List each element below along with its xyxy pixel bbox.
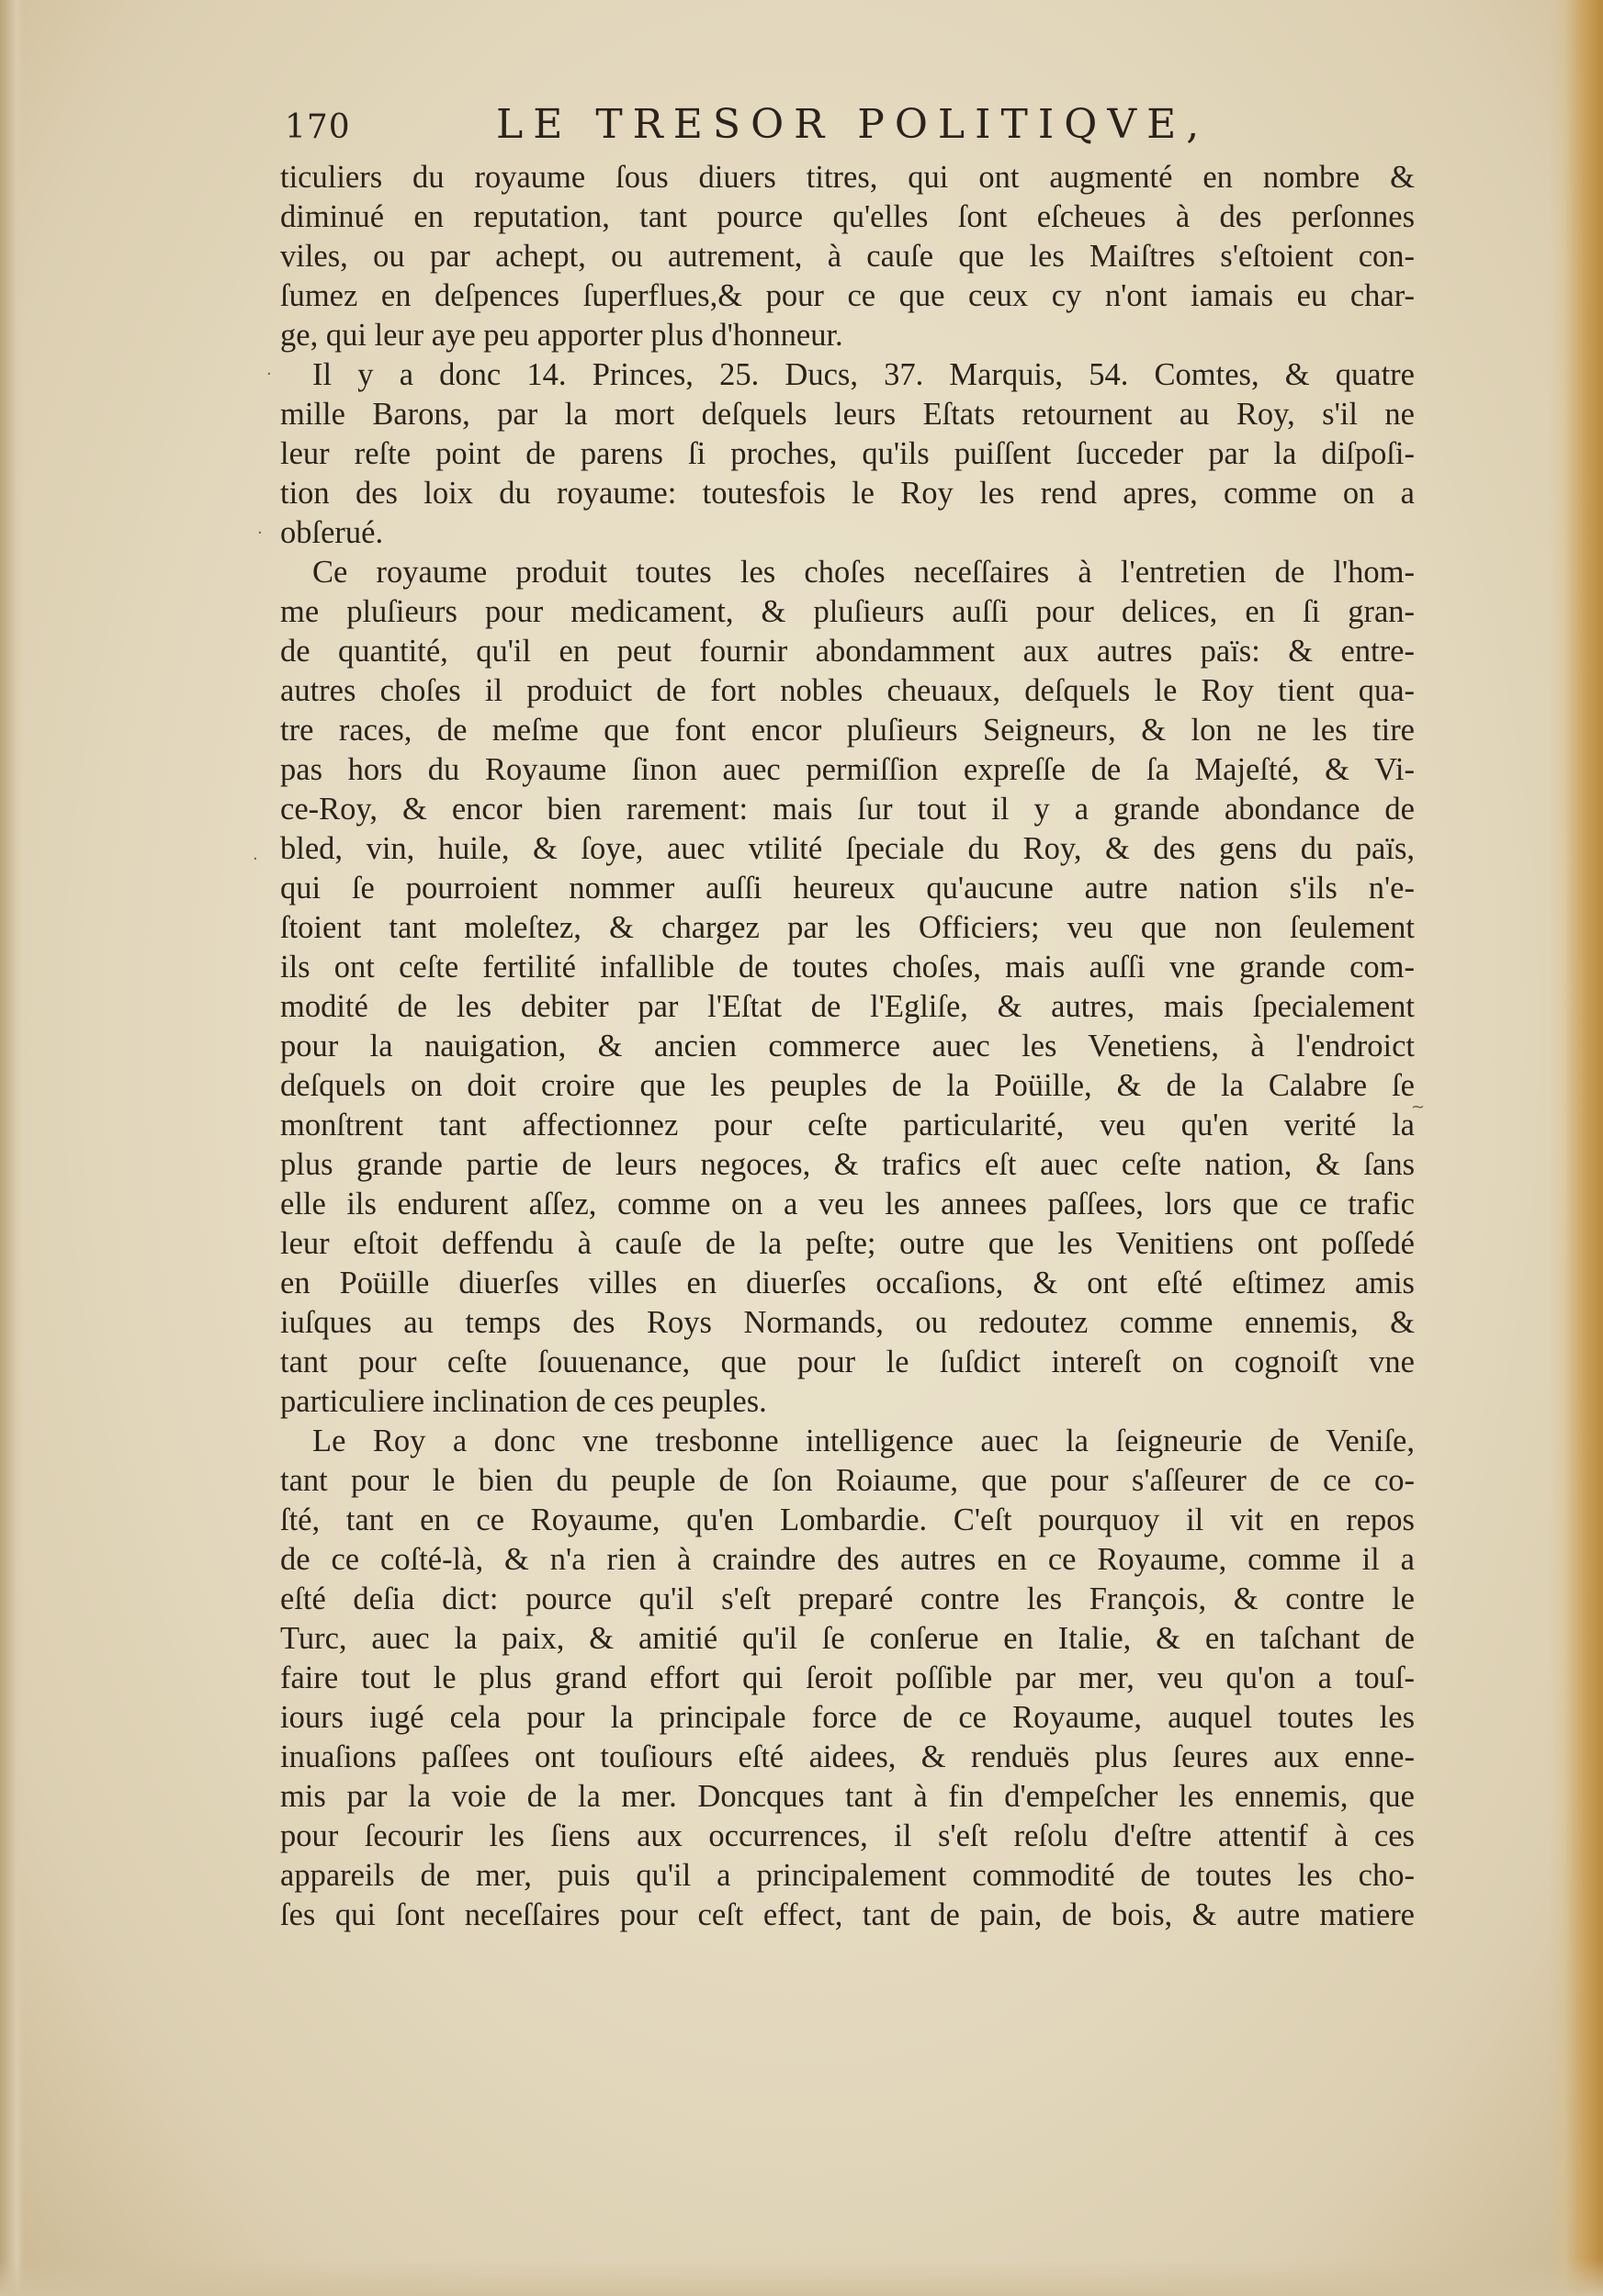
- text-line: ils ont ceſte fertilité infallible de toutes choſes, mais auſſi vne grande com-: [280, 950, 1415, 985]
- margin-speck: ·: [266, 365, 272, 384]
- text-line: qui ſe pourroient nommer auſſi heureux qu'aucune autre nation s'ils n'e-: [280, 871, 1415, 906]
- text-line: de quantité, qu'il en peut fournir abondamment aux autres païs: & entre-: [280, 634, 1415, 669]
- text-line: Il y a donc 14. Princes, 25. Ducs, 37. Marquis, 54. Comtes, & quatre: [312, 357, 1415, 392]
- text-line: ſtoient tant moleſtez, & chargez par les Officiers; veu que non ſeulement: [280, 910, 1415, 945]
- text-line: iours iugé cela pour la principale force de ce Royaume, auquel toutes les: [280, 1700, 1415, 1735]
- text-line: ce-Roy, & encor bien rarement: mais ſur tout il y a grande abondance de: [280, 792, 1415, 827]
- text-line: faire tout le plus grand effort qui ſeroit poſſible par mer, veu qu'on a touſ-: [280, 1660, 1415, 1695]
- margin-speck: ·: [253, 850, 258, 869]
- text-line: mis par la voie de la mer. Doncques tant à fin d'empeſcher les ennemis, que: [280, 1779, 1415, 1814]
- page-number: 170: [285, 108, 351, 146]
- text-line: appareils de mer, puis qu'il a principalement commodité de toutes les cho-: [280, 1858, 1415, 1893]
- text-line: particuliere inclination de ces peuples.: [280, 1384, 767, 1419]
- text-line: me pluſieurs pour medicament, & pluſieurs auſſi pour delices, en ſi gran-: [280, 594, 1415, 629]
- text-line: viles, ou par achept, ou autrement, à cauſe que les Maiſtres s'eſtoient con-: [280, 239, 1415, 274]
- text-line: tant pour le bien du peuple de ſon Roiaume, que pour s'aſſeurer de ce co-: [280, 1463, 1415, 1498]
- text-line: leur eſtoit deffendu à cauſe de la peſte; outre que les Venitiens ont poſſedé: [280, 1226, 1415, 1261]
- text-line: autres choſes il produict de fort nobles cheuaux, deſquels le Roy tient qua-: [280, 673, 1415, 708]
- running-title: LE TRESOR POLITIQVE,: [496, 101, 1210, 148]
- page-bottom-edge: [0, 2259, 1603, 2296]
- text-line: ſté, tant en ce Royaume, qu'en Lombardie. C'eſt pourquoy il vit en repos: [280, 1503, 1415, 1537]
- text-line: modité de les debiter par l'Eſtat de l'Egliſe, & autres, mais ſpecialement: [280, 989, 1415, 1024]
- text-line: en Poüille diuerſes villes en diuerſes occaſions, & ont eſté eſtimez amis: [280, 1266, 1415, 1300]
- text-line: Le Roy a donc vne tresbonne intelligence auec la ſeigneurie de Veniſe,: [312, 1424, 1415, 1458]
- margin-speck: ·: [257, 523, 263, 543]
- text-line: tant pour ceſte ſouuenance, que pour le ſuſdict intereſt on cognoiſt vne: [280, 1345, 1415, 1379]
- page-left-edge: [0, 0, 24, 2296]
- text-line: obſerué.: [280, 515, 384, 550]
- page-right-edge: [1548, 0, 1603, 2296]
- body-text: [280, 158, 1415, 1935]
- text-line: tre races, de meſme que font encor pluſieurs Seigneurs, & lon ne les tire: [280, 713, 1415, 748]
- text-line: Ce royaume produit toutes les choſes neceſſaires à l'entretien de l'hom-: [312, 555, 1415, 590]
- text-line: eſté deſia dict: pource qu'il s'eſt preparé contre les François, & contre le: [280, 1581, 1415, 1616]
- text-line: plus grande partie de leurs negoces, & trafics eſt auec ceſte nation, & ſans: [280, 1147, 1415, 1182]
- text-line: Turc, auec la paix, & amitié qu'il ſe conſerue en Italie, & en taſchant de: [280, 1621, 1415, 1656]
- text-line: inuaſions paſſees ont touſiours eſté aidees, & renduës plus ſeures aux enne-: [280, 1739, 1415, 1774]
- text-line: tion des loix du royaume: toutesfois le Roy les rend apres, comme on a: [280, 476, 1415, 511]
- running-head: [285, 101, 1295, 156]
- text-line: ticuliers du royaume ſous diuers titres, qui ont augmenté en nombre &: [280, 160, 1415, 195]
- text-line: de ce coſté-là, & n'a rien à craindre des autres en ce Royaume, comme il a: [280, 1542, 1415, 1577]
- text-line: ge, qui leur aye peu apporter plus d'honneur.: [280, 318, 843, 353]
- text-line: mille Barons, par la mort deſquels leurs Eſtats retournent au Roy, s'il ne: [280, 397, 1415, 432]
- margin-speck: ~: [1411, 1097, 1426, 1117]
- text-line: deſquels on doit croire que les peuples de la Poüille, & de la Calabre ſe: [280, 1068, 1415, 1103]
- text-line: elle ils endurent aſſez, comme on a veu les annees paſſees, lors que ce trafic: [280, 1187, 1415, 1221]
- text-line: bled, vin, huile, & ſoye, auec vtilité ſpeciale du Roy, & des gens du païs,: [280, 831, 1415, 866]
- text-line: pas hors du Royaume ſinon auec permiſſion expreſſe de ſa Majeſté, & Vi-: [280, 752, 1415, 787]
- text-line: ſes qui ſont neceſſaires pour ceſt effect, tant de pain, de bois, & autre matiere: [280, 1897, 1415, 1932]
- text-line: diminué en reputation, tant pource qu'elles ſont eſcheues à des perſonnes: [280, 199, 1415, 234]
- text-line: iuſques au temps des Roys Normands, ou redoutez comme ennemis, &: [280, 1305, 1415, 1340]
- text-line: leur reſte point de parens ſi proches, qu'ils puiſſent ſucceder par la diſpoſi-: [280, 436, 1415, 471]
- text-line: pour ſecourir les ſiens aux occurrences, il s'eſt reſolu d'eſtre attentif à ces: [280, 1818, 1415, 1853]
- text-line: monſtrent tant affectionnez pour ceſte particularité, veu qu'en verité la: [280, 1108, 1415, 1142]
- text-line: pour la nauigation, & ancien commerce auec les Venetiens, à l'endroict: [280, 1029, 1415, 1064]
- text-line: ſumez en deſpences ſuperflues,& pour ce que ceux cy n'ont iamais eu char-: [280, 278, 1415, 313]
